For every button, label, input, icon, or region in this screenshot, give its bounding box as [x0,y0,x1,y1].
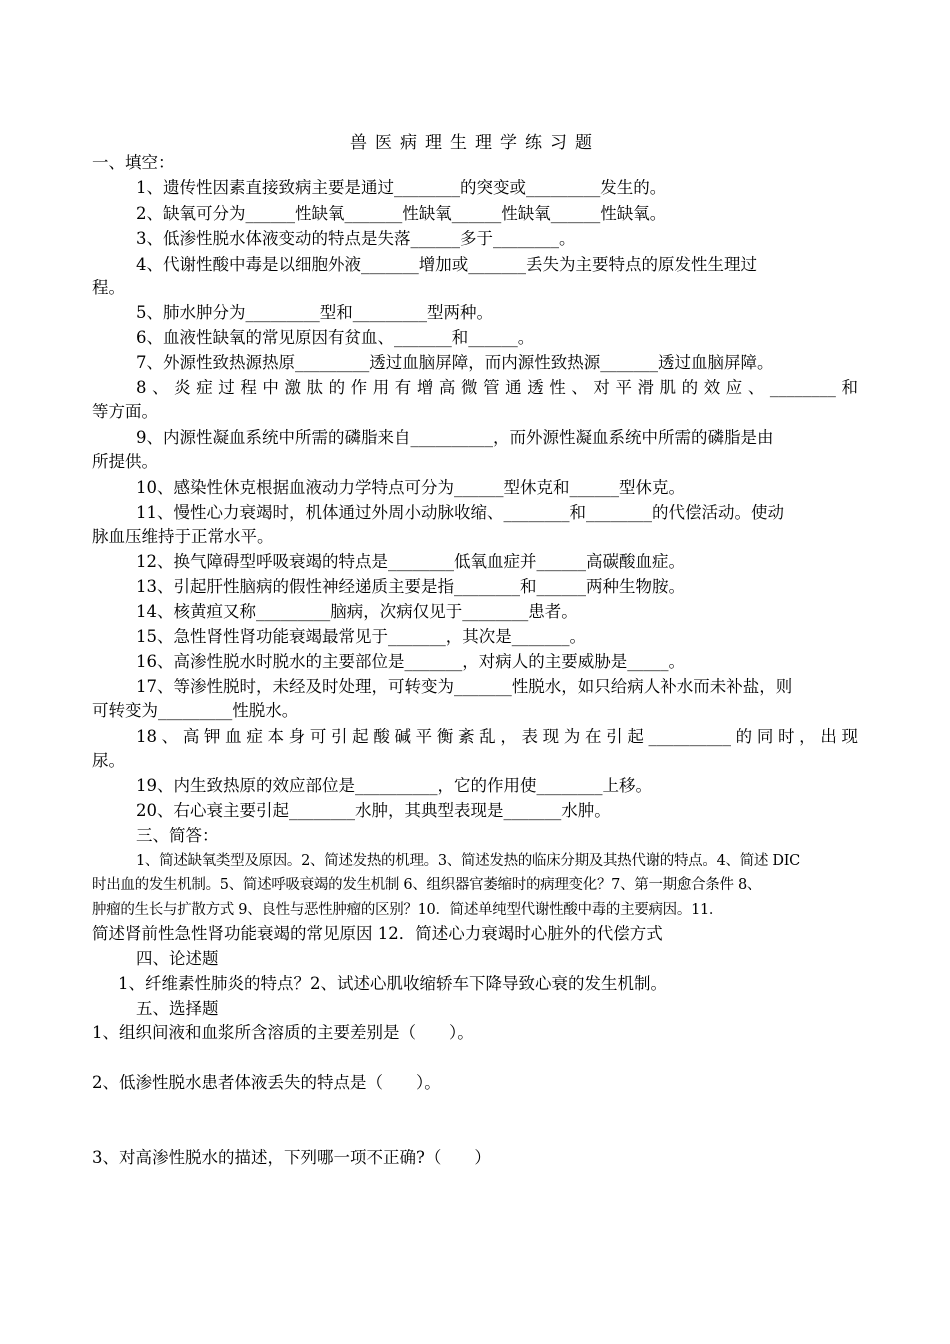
fill-in-q4-cont: 程。 [92,278,125,297]
fill-in-q18: 18、高钾血症本身可引起酸碱平衡紊乱，表现为在引起__________的同时，出现 [136,727,858,746]
short-answer-line-3: 肿瘤的生长与扩散方式 9、良性与恶性肿瘤的区别？10．简述单纯型代谢性酸中毒的主要病因。11． [92,902,724,918]
fill-in-q13: 13、引起肝性脑病的假性神经递质主要是指________和______两种生物胺。 [136,577,685,596]
fill-in-q7: 7、外源性致热源热原_________透过血脑屏障，而内源性致热源_______透过血脑屏障。 [136,353,774,372]
fill-in-q2: 2、缺氧可分为______性缺氧_______性缺氧______性缺氧______性缺氧。 [136,204,667,223]
fill-in-q14: 14、核黄疸又称_________脑病，次病仅见于________患者。 [136,602,578,621]
section-heading-short-answer: 三、简答： [136,826,219,845]
section-heading-fill-in: 一、填空： [92,153,175,172]
fill-in-q8: 8、炎症过程中激肽的作用有增高微管通透性、对平滑肌的效应、________和 [136,378,858,397]
short-answer-line-4: 简述肾前性急性肾功能衰竭的常见原因 12．简述心力衰竭时心脏外的代偿方式 [92,924,663,943]
short-answer-line-1: 1、简述缺氧类型及原因。2、简述发热的机理。3、简述发热的临床分期及其热代谢的特点。4、简述 DIC [136,853,800,869]
fill-in-q18-cont: 尿。 [92,751,125,770]
fill-in-q9: 9、内源性凝血系统中所需的磷脂来自__________，而外源性凝血系统中所需的磷脂是由 [136,428,774,447]
mc-q2-stem: 2、低渗性脱水患者体液丢失的特点是（ ）。 [92,1073,441,1092]
fill-in-q10: 10、感染性休克根据血液动力学特点可分为______型休克和______型休克。 [136,478,685,497]
fill-in-q17-cont: 可转变为_________性脱水。 [92,701,299,720]
fill-in-q20: 20、右心衰主要引起________水肿，其典型表现是_______水肿。 [136,801,611,820]
short-answer-line-2: 时出血的发生机制。5、简述呼吸衰竭的发生机制 6、组织器官萎缩时的病理变化？7、第一期愈合条件 8、 [92,877,762,893]
mc-q1-stem: 1、组织间液和血浆所含溶质的主要差别是（ ）。 [92,1023,474,1042]
fill-in-q6: 6、血液性缺氧的常见原因有贫血、_______和______。 [136,328,535,347]
fill-in-q8-cont: 等方面。 [92,402,158,421]
mc-q3-stem: 3、对高渗性脱水的描述，下列哪一项不正确?（ ） [92,1148,491,1167]
fill-in-q17: 17、等渗性脱时，未经及时处理，可转变为_______性脱水，如只给病人补水而未补盐，则 [136,677,793,696]
fill-in-q19: 19、内生致热原的效应部位是__________，它的作用使________上移。 [136,776,652,795]
fill-in-q1: 1、遗传性因素直接致病主要是通过________的突变或_________发生的。 [136,178,667,197]
fill-in-q11-cont: 脉血压维持于正常水平。 [92,527,274,546]
fill-in-q12: 12、换气障碍型呼吸衰竭的特点是________低氧血症并______高碳酸血症。 [136,552,685,571]
fill-in-q4: 4、代谢性酸中毒是以细胞外液_______增加或_______丢失为主要特点的原发性生理过 [136,255,757,274]
fill-in-q5: 5、肺水肿分为_________型和_________型两种。 [136,303,493,322]
essay-questions: 1、纤维素性肺炎的特点？2、试述心肌收缩轿车下降导致心衰的发生机制。 [118,974,667,993]
section-heading-essay: 四、论述题 [136,949,219,968]
fill-in-q3: 3、低渗性脱水体液变动的特点是失落______多于________。 [136,229,576,248]
fill-in-q11: 11、慢性心力衰竭时，机体通过外周小动脉收缩、________和________的代偿活动。使动 [136,503,784,522]
document-title: 兽医病理生理学练习题 [350,133,600,153]
fill-in-q16: 16、高渗性脱水时脱水的主要部位是_______，对病人的主要威胁是_____。 [136,652,685,671]
fill-in-q15: 15、急性肾性肾功能衰竭最常见于_______，其次是_______。 [136,627,586,646]
fill-in-q9-cont: 所提供。 [92,452,158,471]
section-heading-multiple-choice: 五、选择题 [136,999,219,1018]
